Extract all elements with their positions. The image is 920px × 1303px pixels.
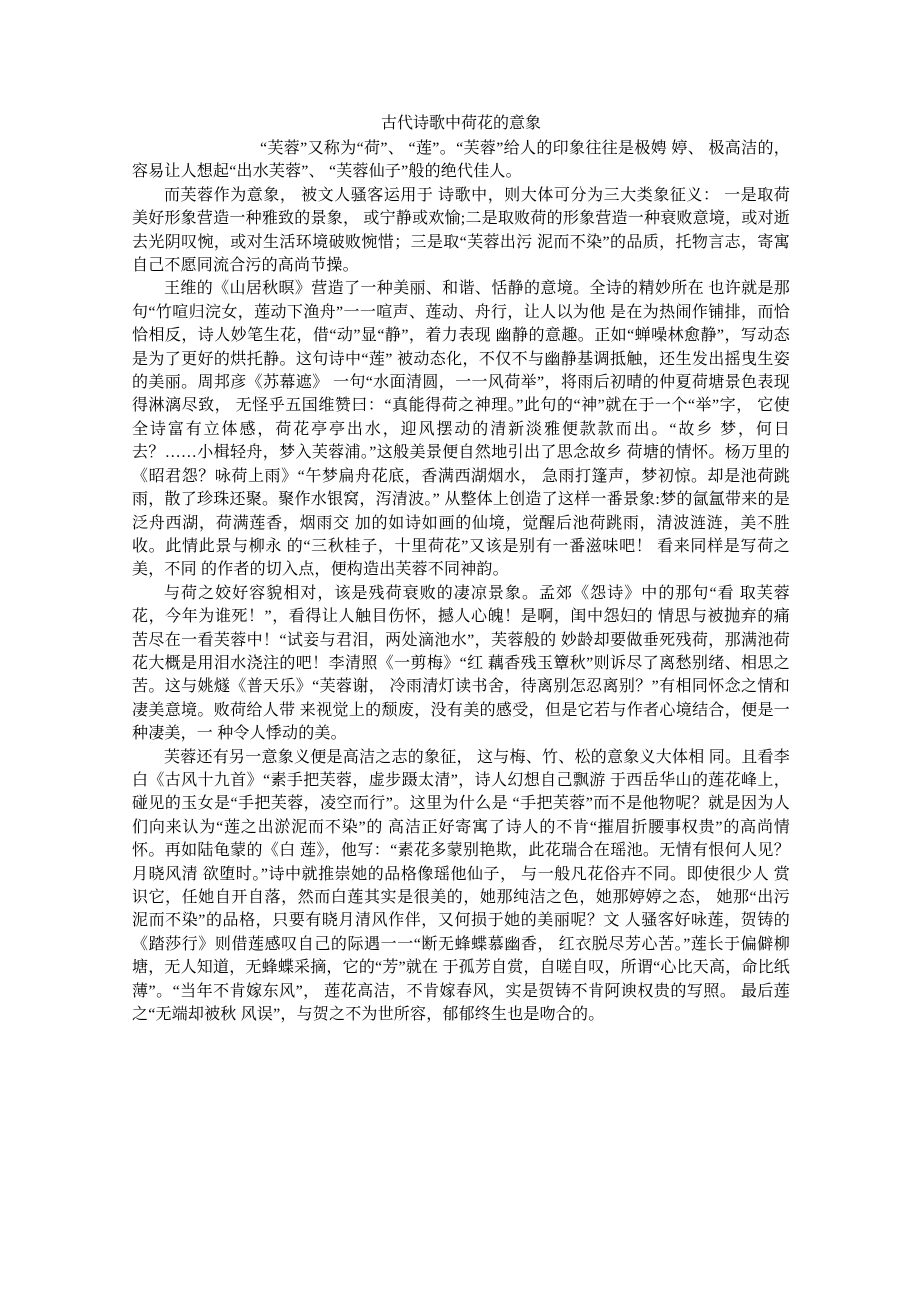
paragraph-intro: “芙蓉”又称为“荷”、 “莲”。“芙蓉”给人的印象往往是极娉 婷、 极高洁的，容易让人想起“出水芙蓉”、 “芙蓉仙子”般的绝代佳人。 (132, 140, 790, 181)
document-title: 古代诗歌中荷花的意象 (380, 115, 541, 132)
paragraph-noble-aspiration: 芙蓉还有另一意象义便是高洁之志的象征， 这与梅、竹、松的意象义大体相 同。且看李白《古风十九首》“素手把芙蓉，虚步蹑太清”，诗人幻想自己飘游 于西岳华山的莲花峰上，碰见的玉女是“手把芙蓉，凌空而行”。这里为什么是 “手把芙蓉”而不是他物呢？就是因为人们向来认为“莲之出淤泥而不染”的 高洁正好寄寓了诗人的不肯“摧眉折腰事权贵”的高尚情怀。再如陆龟蒙的《白 莲》，他写：“素花多蒙别艳欺，此花瑞合在瑶池。无情有恨何人见？月晓风清 欲堕时。”诗中就推崇她的品格像瑶他仙子， 与一般凡花俗卉不同。即使很少人 赏识它，任她自开自落，然而白莲其实是很美的，她那纯洁之色，她那婷婷之态， 她那“出污泥而不染”的品格，只要有晓月清风作伴，又何损于她的美丽呢？文 人骚客好咏莲，贺铸的《踏莎行》则借莲感叹自己的际遇一一“断无蜂蝶慕幽香， 红衣脱尽芳心苦。”莲长于偏僻柳塘，无人知道，无蜂蝶采摘，它的“芳”就在 于孤芳自赏，自嗟自叹，所谓“心比天高，命比纸薄”。“当年不肯嫁东风”， 莲花高洁，不肯嫁春风，实是贺铸不肯阿谀权贵的写照。 最后莲之“无端却被秋 风误”，与贺之不为世所容，郁郁终生也是吻合的。 (132, 748, 790, 1024)
document-body (132, 137, 790, 1026)
paragraph-withered-lotus: 与荷之姣好容貌相对，该是残荷衰败的凄凉景象。孟郊《怨诗》中的那句“看 取芙蓉花，今年为谁死！”，看得让人触目伤怀，撼人心魄！是啊，闺中怨妇的 情思与被抛弃的痛苦尽在一看芙蓉中！“试妾与君泪，两处滴池水”，芙蓉般的 妙龄却要做垂死残荷，那满池荷花大概是用泪水浇注的吧！李清照《一剪梅》“红 藕香残玉簟秋”则诉尽了离愁别绪、相思之苦。这与姚燧《普天乐》“芙蓉谢， 冷雨清灯读书舍，待离别怎忍离别？”有相同怀念之情和凄美意境。败荷给人带 来视觉上的颓废，没有美的感受，但是它若与作者心境结合，便是一种凄美，一 种令人悸动的美。 (132, 584, 790, 743)
paragraph-three-categories: 而芙蓉作为意象， 被文人骚客运用于 诗歌中，则大体可分为三大类象征义： 一是取荷美好形象营造一种雅致的景象， 或宁静或欢愉;二是取败荷的形象营造一种衰败意境，或对逝去光阴叹惋，或对生活环境破败惋惜；三是取“芙蓉出污 泥而不染”的品质，托物言志，寄寓自己不愿同流合污的高尚节操。 (132, 186, 790, 275)
paragraph-beautiful-imagery: 王维的《山居秋暝》营造了一种美丽、和谐、恬静的意境。全诗的精妙所在 也许就是那句“竹喧归浣女，莲动下渔舟”一一喧声、莲动、舟行，让人以为他 是在为热闹作铺排，而恰恰相反，诗人妙笔生花，借“动”显“静”，着力表现 幽静的意趣。正如“蝉噪林愈静”，写动态是为了更好的烘托静。这句诗中“莲” 被动态化，不仅不与幽静基调抵触，还生发出摇曳生姿的美丽。周邦彦《苏幕遮》 一句“水面清圆，一一风荷举”，将雨后初晴的仲夏荷塘景色表现得淋漓尽致， 无怪乎五国维赞曰：“真能得荷之神理。”此句的“神”就在于一个“举”字， 它使全诗富有立体感，荷花亭亭出水，迎风摆动的清新淡雅便款款而出。“故乡 梦，何日去？……小楫轻舟，梦入芙蓉浦。”这般美景便自然地引出了思念故乡 荷塘的情怀。杨万里的《昭君怨？咏荷上雨》“午梦扁舟花底，香满西湖烟水， 急雨打篷声，梦初惊。却是池荷跳雨，散了珍珠还聚。聚作水银窝，泻清波。” 从整体上创造了这样一番景象:梦的氤氲带来的是泛舟西湖，荷满莲香，烟雨交 加的如诗如画的仙境，觉醒后池荷跳雨，清波涟涟，美不胜收。此情此景与柳永 的“三秋桂子，十里荷花”又该是别有一番滋味吧！ 看来同样是写荷之美，不同 的作者的切入点，便构造出芙蓉不同神韵。 (132, 280, 790, 579)
